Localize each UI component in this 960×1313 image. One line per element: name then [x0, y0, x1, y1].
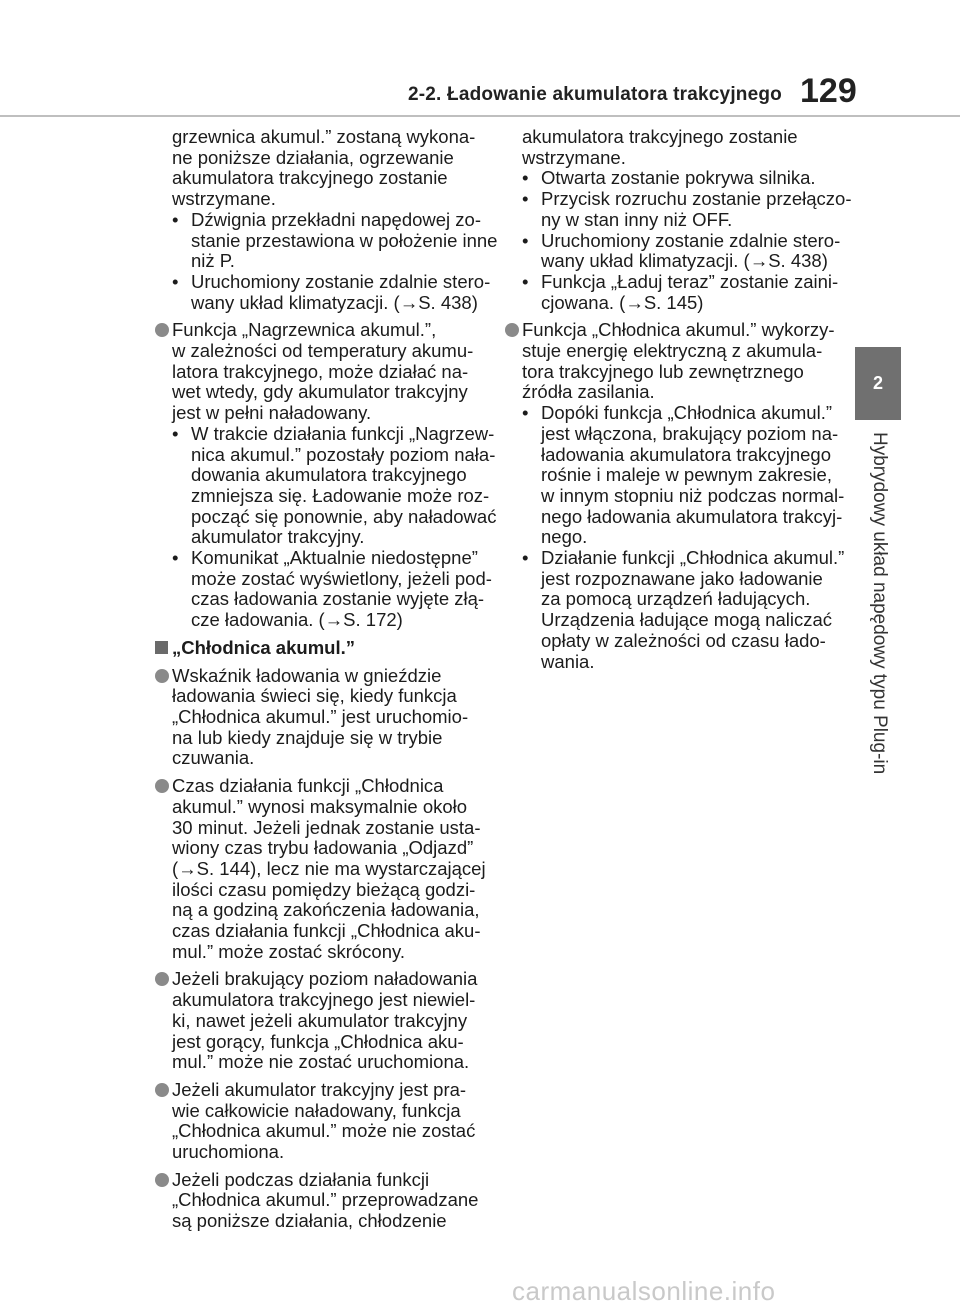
note-item: Jeżeli brakujący poziom naładowania akumulatora trakcyjnego jest niewiel- ki, nawet jeżeli akumulator trakcyjny jest gorący, funkcja „Chłodnica aku- mul.” może nie zostać uruchomiona.: [155, 969, 480, 1073]
list-item: • Działanie funkcji „Chłodnica akumul.” jest rozpoznawane jako ładowanie za pomocą urządzeń ładujących. Urządzenia ładujące mogą naliczać opłaty w zależności od czasu łado- wania.: [522, 547, 845, 672]
note-dot-icon: [155, 323, 169, 337]
bullet-icon: •: [522, 402, 529, 424]
chapter-tab[interactable]: [855, 347, 901, 420]
note-dot-icon: [155, 779, 169, 793]
note-item: Czas działania funkcji „Chłodnica akumul.” wynosi maksymalnie około 30 minut. Jeżeli jednak zostanie usta- wiony czas trybu ładowania „Odjazd” (→S. 144), lecz nie ma wystarczającej ilości czasu pomiędzy bieżącą godzi- ną a godziną zakończenia ładowania, czas działania funkcji „Chłodnica aku- mul.” może zostać skrócony.: [155, 776, 480, 962]
list-item: • Uruchomiony zostanie zdalnie stero- wany układ klimatyzacji. (→S. 438): [522, 229, 841, 272]
chapter-tab-number: 2: [872, 373, 883, 393]
watermark: carmanualsonline.info: [512, 1276, 776, 1306]
note-dot-icon: [155, 1083, 169, 1097]
square-bullet-icon: [155, 641, 168, 654]
continued-paragraph: akumulatora trakcyjnego zostanie wstrzymane.: [522, 126, 798, 168]
continued-paragraph: grzewnica akumul.” zostaną wykona- ne poniższe działania, ogrzewanie akumulatora trakcyjnego zostanie wstrzymane.: [172, 126, 476, 210]
list-item: • Dźwignia przekładni napędowej zo- stanie przestawiona w położenie inne niż P.: [172, 208, 498, 272]
list-item: • Komunikat „Aktualnie niedostępne” może zostać wyświetlony, jeżeli pod- czas ładowania zostanie wyjęte złą- cze ładowania. (→S. 172): [172, 547, 492, 631]
list-item: • W trakcie działania funkcji „Nagrzew- nica akumul.” pozostały poziom nała- dowania akumulatora trakcyjnego zmniejsza się. Ładowanie może roz- począć się ponownie, aby naładować akumulator trakcyjny.: [172, 422, 497, 548]
note-item: Jeżeli podczas działania funkcji „Chłodnica akumul.” przeprowadzane są poniższe działania, chłodzenie: [155, 1170, 480, 1232]
section-title: 2-2. Ładowanie akumulatora trakcyjnego: [408, 84, 782, 105]
bullet-icon: •: [522, 229, 529, 251]
list-item: • Dopóki funkcja „Chłodnica akumul.” jest włączona, brakujący poziom na- ładowania akumulatora trakcyjnego rośnie i maleje w pewnym zakresie, w innym stopniu niż podczas normal- nego ładowania akumulatora trakcyj- nego.: [522, 402, 845, 548]
bullet-icon: •: [522, 188, 529, 210]
page-number: 129: [800, 72, 857, 110]
list-item: • Uruchomiony zostanie zdalnie stero- wany układ klimatyzacji. (→S. 438): [172, 270, 491, 313]
bullet-icon: •: [522, 547, 529, 569]
bullet-icon: •: [172, 208, 179, 230]
bullet-icon: •: [172, 547, 179, 569]
list-item: • Funkcja „Ładuj teraz” zostanie zaini- cjowana. (→S. 145): [522, 270, 839, 313]
header-divider: [0, 115, 960, 117]
note-dot-icon: [155, 669, 169, 683]
note-item: Funkcja „Nagrzewnica akumul.”, w zależności od temperatury akumu- latora trakcyjnego, może działać na- wet wtedy, gdy akumulator trakcyjny jest w pełni naładowany.: [155, 320, 480, 424]
bullet-icon: •: [522, 270, 529, 292]
note-dot-icon: [155, 1173, 169, 1187]
left-column: [155, 126, 498, 1232]
chapter-side-title: Hybrydowy układ napędowy typu Plug-in: [869, 432, 890, 775]
page-header: [0, 0, 960, 118]
note-dot-icon: [505, 323, 519, 337]
note-item: Funkcja „Chłodnica akumul.” wykorzy- stuje energię elektryczną z akumula- tora trakcyjnego lub zewnętrznego źródła zasilania.: [505, 320, 840, 403]
subsection-heading: „Chłodnica akumul.”: [155, 638, 480, 659]
list-item: • Przycisk rozruchu zostanie przełączo- ny w stan inny niż OFF.: [522, 188, 852, 230]
note-item: Jeżeli akumulator trakcyjny jest pra- wie całkowicie naładowany, funkcja „Chłodnica akumul.” może nie zostać uruchomiona.: [155, 1080, 480, 1163]
list-item: • Otwarta zostanie pokrywa silnika.: [522, 167, 816, 189]
note-dot-icon: [155, 972, 169, 986]
bullet-icon: •: [172, 270, 179, 292]
right-column: [505, 126, 852, 672]
bullet-icon: •: [522, 167, 529, 189]
bullet-icon: •: [172, 422, 179, 444]
note-item: Wskaźnik ładowania w gnieździe ładowania świeci się, kiedy funkcja „Chłodnica akumul.” jest uruchomio- na lub kiedy znajduje się w trybie czuwania.: [155, 666, 480, 770]
